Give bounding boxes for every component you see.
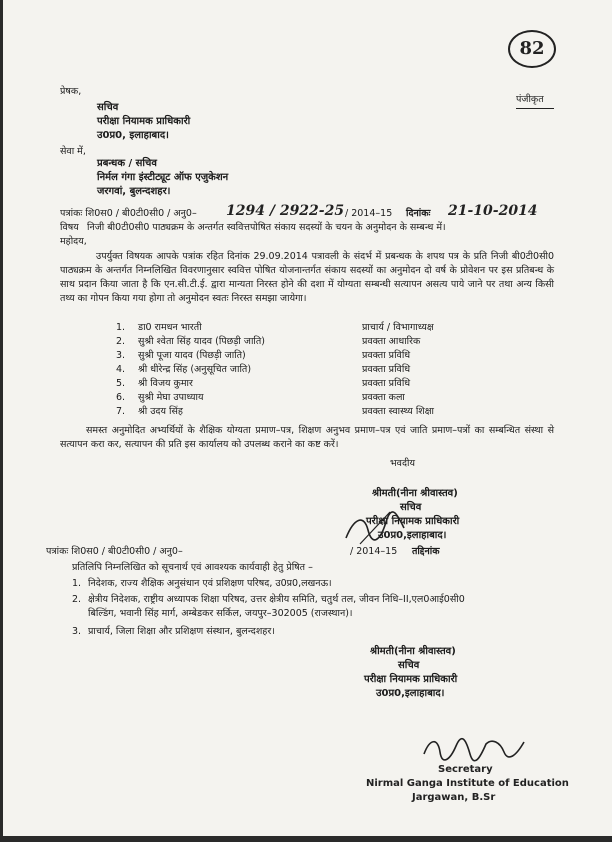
staff-post: प्राचार्य / विभागाध्यक्ष xyxy=(362,322,434,333)
signatory-name: श्रीमती(नीना श्रीवास्तव) xyxy=(372,488,458,499)
staff-no: 5. xyxy=(116,378,126,389)
staff-post: प्रवक्ता प्रविधि xyxy=(362,378,411,389)
recipient-line-2: निर्मल गंगा इंस्टीट्यूट ऑफ एजुकेशन xyxy=(97,172,229,183)
signatory-location: उ0प्र0,इलाहाबाद। xyxy=(378,530,447,541)
staff-no: 6. xyxy=(116,392,126,403)
institution-stamp-title: Secretary xyxy=(438,764,493,775)
staff-post: प्रवक्ता प्रविधि xyxy=(362,350,411,361)
institution-stamp-name: Nirmal Ganga Institute of Education xyxy=(366,778,569,789)
copy-signatory-name: श्रीमती(नीना श्रीवास्तव) xyxy=(370,646,456,657)
copy-item-text: निदेशक, राज्य शैक्षिक अनुसंधान एवं प्रशिक्षण परिषद, उ0प्र0,लखनऊ। xyxy=(88,578,332,589)
staff-no: 7. xyxy=(116,406,126,417)
page-number-stamp: 82 xyxy=(508,30,556,68)
signatory-office: परीक्षा नियामक प्राधिकारी xyxy=(366,516,460,527)
copy-item-text: प्राचार्य, जिला शिक्षा और प्रशिक्षण संस्थान, बुलन्दशहर। xyxy=(88,626,275,637)
date-label: दिनांकः xyxy=(406,208,431,219)
handwritten-signature xyxy=(340,508,410,548)
scan-edge-left xyxy=(0,0,3,842)
copy-intro: प्रतिलिपि निम्नलिखित को सूचनार्थ एवं आवश्यक कार्यवाही हेतु प्रेषित – xyxy=(72,562,313,573)
copy-date-label: तद्दिनांक xyxy=(412,546,440,557)
copy-signatory-office: परीक्षा नियामक प्राधिकारी xyxy=(364,674,458,685)
staff-post: प्रवक्ता आधारिक xyxy=(362,336,421,347)
recipient-line-3: जरगवां, बुलन्दशहर। xyxy=(97,186,171,197)
letter-ref-year: / 2014–15 xyxy=(345,208,393,219)
copy-ref-prefix: पत्रांकः शि0स0 / बी0टी0सी0 / अनु0– xyxy=(46,546,183,557)
scan-edge-bottom xyxy=(0,836,612,842)
sender-line-2: परीक्षा नियामक प्राधिकारी xyxy=(97,116,191,127)
staff-post: प्रवक्ता कला xyxy=(362,392,405,403)
institution-handwritten-signature xyxy=(420,734,530,764)
staff-post: प्रवक्ता प्रविधि xyxy=(362,364,411,375)
copy-item-no: 2. xyxy=(72,594,82,605)
staff-name: डा0 रामधन भारती xyxy=(138,322,202,333)
to-label: सेवा में, xyxy=(60,146,86,157)
copy-signatory-location: उ0प्र0,इलाहाबाद। xyxy=(376,688,445,699)
yours-faithfully: भवदीय xyxy=(390,458,415,469)
recipient-line-1: प्रबन्धक / सचिव xyxy=(97,158,157,169)
copy-item-text: क्षेत्रीय निदेशक, राष्ट्रीय अध्यापक शिक्षा परिषद, उत्तर क्षेत्रीय समिति, चतुर्थ तल, जीवन निधि–II,एल0आई0सी0 xyxy=(88,594,465,605)
letter-ref-prefix: पत्रांकः शि0स0 / बी0टी0सी0 / अनु0– xyxy=(60,208,197,219)
copy-signatory-designation: सचिव xyxy=(398,660,420,671)
institution-stamp-location: Jargawan, B.Sr xyxy=(412,792,496,803)
copy-ref-year: / 2014–15 xyxy=(350,546,398,557)
staff-name: श्री उदय सिंह xyxy=(138,406,183,417)
body-paragraph: उपर्युक्त विषयक आपके पत्रांक रहित दिनांक 29.09.2014 पत्रावली के संदर्भ में प्रबन्धक के शपथ पत्र के प्रति निजी बी0टी0सी0 पाठ्यक्रम के अन्तर्गत निम्नलिखित विवरणानुसार स्ववित्त पोषित योजनान्तर्गत संकाय सदस्यों का अनुमोदन दो वर्ष के प्रोवेशन पर इस प्रतिबन्ध के साथ प्रदान किया जाता है कि एन.सी.टी.ई. द्वारा मान्यता निरस्त होने की दशा में योग्यता सम्बन्धी सत्यापन असत्य पाये जाने पर तथा अन्य किसी तथ्य का गोपन किया गया होगा तो अनुमोदन स्वतः निरस्त समझा जायेगा। xyxy=(60,251,554,304)
handwritten-date: 21-10-2014 xyxy=(448,203,538,219)
staff-no: 1. xyxy=(116,322,126,333)
staff-name: सुश्री मेघा उपाध्याय xyxy=(138,392,204,403)
salutation: महोदय, xyxy=(60,236,87,247)
subject-text: निजी बी0टी0सी0 पाठ्यक्रम के अन्तर्गत स्ववित्तपोषित संकाय सदस्यों के चयन के अनुमोदन के सम्बन्ध में। xyxy=(87,222,446,233)
handwritten-letter-number: 1294 / 2922-25 xyxy=(226,203,345,219)
from-label: प्रेषक, xyxy=(60,86,82,97)
staff-post: प्रवक्ता स्वास्थ्य शिक्षा xyxy=(362,406,435,417)
staff-no: 4. xyxy=(116,364,126,375)
registered-underline xyxy=(516,108,554,109)
staff-no: 2. xyxy=(116,336,126,347)
registered-label: पंजीकृत xyxy=(516,94,544,105)
copy-item-text-cont: बिल्डिंग, भवानी सिंह मार्ग, अम्बेडकर सर्किल, जयपुर–302005 (राजस्थान)। xyxy=(88,608,353,619)
staff-name: सुश्री श्वेता सिंह यादव (पिछड़ी जाति) xyxy=(138,336,265,347)
sender-line-3: उ0प्र0, इलाहाबाद। xyxy=(97,130,169,141)
subject-label: विषय xyxy=(60,222,79,233)
sender-line-1: सचिव xyxy=(97,102,119,113)
staff-name: सुश्री पूजा यादव (पिछड़ी जाति) xyxy=(138,350,246,361)
closing-paragraph: समस्त अनुमोदित अभ्यर्थियों के शैक्षिक योग्यता प्रमाण–पत्र, शिक्षण अनुभव प्रमाण–पत्र एवं जाति प्रमाण–पत्रों का सम्बन्धित संस्था से सत्यापन करा कर, सत्यापन की प्रति इस कार्यालय को उपलब्ध कराने का कष्ट करें। xyxy=(60,425,554,450)
copy-item-no: 1. xyxy=(72,578,82,589)
copy-item-no: 3. xyxy=(72,626,82,637)
staff-no: 3. xyxy=(116,350,126,361)
staff-name: श्री धीरेन्द्र सिंह (अनुसूचित जाति) xyxy=(138,364,252,375)
signatory-designation: सचिव xyxy=(400,502,422,513)
staff-name: श्री विजय कुमार xyxy=(138,378,193,389)
